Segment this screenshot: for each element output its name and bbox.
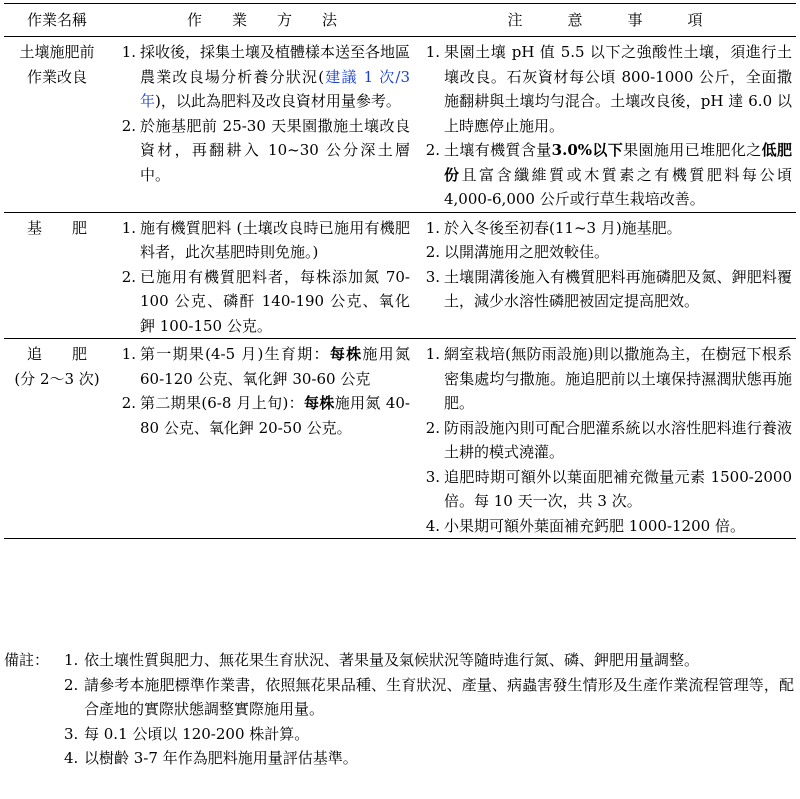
note-item [416, 40, 792, 138]
table-row [4, 37, 796, 213]
item-number: 1. [425, 43, 440, 61]
note-item [416, 416, 792, 465]
item-number: 3. [425, 267, 440, 286]
header-notes: 注 意 事 項 [414, 4, 796, 37]
method-item [112, 114, 410, 188]
header-name: 作業名稱 [4, 4, 110, 37]
item-text: 於施基肥前 25-30 天果園撒施土壤改良資材，再翻耕入 10~30 公分深土層中。 [140, 116, 410, 184]
row-name-cell [4, 339, 110, 539]
item-number: 2. [121, 394, 136, 412]
item-text [140, 342, 410, 391]
item-text [140, 40, 410, 114]
bold-text: 每株 [304, 394, 335, 412]
remark-text: 每 0.1 公頃以 120-200 株計算。 [84, 724, 310, 743]
row-name-line: 作業改良 [26, 67, 87, 86]
text-part: 第一期果(4-5 月)生育期： [140, 345, 330, 363]
header-method: 作 業 方 法 [110, 4, 414, 37]
item-number: 2. [121, 116, 136, 135]
text-part: 且富含纖維質或木質素之有機質肥料每公頃 4,000-6,000 公斤或行草生栽培改善。 [444, 165, 792, 208]
item-text: 果園土壤 pH 值 5.5 以下之強酸性土壤，須進行土壤改良。石灰資材每公頃 800-1000 公斤，全面撒施翻耕與土壤均勻混合。土壤改良後，pH 達 6.0 以上時應停止施用。 [444, 43, 792, 135]
fertilization-table [4, 3, 796, 539]
item-number: 1. [121, 43, 136, 61]
item-number: 1. [425, 218, 440, 237]
notes-cell [414, 339, 796, 539]
item-number: 3. [425, 467, 440, 486]
text-part: 土壤有機質含量 [444, 141, 552, 159]
item-text [140, 391, 410, 440]
remark-text: 請參考本施肥標準作業書，依照無花果品種、生育狀況、產量、病蟲害發生情形及生產作業流程管理等，配合產地的實際狀態調整實際施用量。 [84, 675, 794, 718]
highlight-text: 建議 1 次/3 年 [140, 67, 410, 110]
text-part: 施用氮 40-80 公克、氧化鉀 20-50 公克。 [140, 394, 410, 437]
item-text: 於入冬後至初春(11~3 月)施基肥。 [444, 218, 682, 237]
note-item [416, 342, 792, 416]
remark-item [4, 648, 794, 673]
method-cell [110, 212, 414, 339]
table-header-row [4, 4, 796, 37]
item-number: 3. [64, 724, 79, 743]
notes-cell [414, 212, 796, 339]
remark-item [4, 746, 794, 771]
note-item [416, 514, 792, 539]
item-number: 2. [425, 243, 440, 261]
method-item [112, 391, 410, 440]
item-number: 2. [425, 418, 440, 437]
bold-text: 低肥份 [444, 141, 792, 184]
text-part: 果園施用已堆肥化之 [623, 141, 762, 159]
item-number: 4. [64, 749, 79, 767]
row-name-line: (分 2～3 次) [14, 369, 100, 388]
method-cell [110, 339, 414, 539]
bold-text: 3.0%以下 [551, 141, 624, 159]
text-part: 第二期果(6-8 月上旬)： [140, 394, 305, 412]
item-number: 2. [425, 141, 440, 159]
method-item [112, 216, 410, 265]
remark-text: 以樹齡 3-7 年作為肥料施用量評估基準。 [84, 749, 358, 767]
note-item [416, 465, 792, 514]
item-text: 施有機質肥料 (土壤改良時已施用有機肥料者，此次基肥時則免施。) [140, 218, 410, 261]
remark-item [4, 673, 794, 722]
item-text: 以開溝施用之肥效較佳。 [444, 243, 610, 261]
text-part: )，以此為肥料及改良資材用量參考。 [155, 92, 401, 110]
note-item [416, 265, 792, 314]
item-number: 1. [121, 218, 136, 237]
remark-item [4, 722, 794, 747]
item-number: 4. [425, 516, 440, 535]
item-number: 2. [64, 675, 79, 694]
method-item [112, 342, 410, 391]
item-text: 網室栽培(無防雨設施)則以撒施為主，在樹冠下根系密集處均勻撒施。施追肥前以土壤保持濕潤狀態再施肥。 [444, 345, 792, 412]
row-name-cell [4, 212, 110, 339]
row-name-line: 追 肥 [26, 345, 87, 363]
item-number: 1. [64, 651, 79, 669]
row-name-line: 土壤施肥前 [19, 43, 95, 61]
row-name-cell [4, 37, 110, 213]
remark-text: 依土壤性質與肥力、無花果生育狀況、著果量及氣候狀況等隨時進行氮、磷、鉀肥用量調整。 [84, 651, 700, 669]
item-text: 已施用有機質肥料者，每株添加氮 70-100 公克、磷酐 140-190 公克、氧化鉀 100-150 公克。 [140, 267, 410, 335]
item-number: 1. [425, 345, 440, 363]
item-text: 小果期可額外葉面補充鈣肥 1000-1200 倍。 [444, 516, 745, 535]
notes-cell [414, 37, 796, 213]
method-item [112, 265, 410, 339]
table-row [4, 212, 796, 339]
item-number: 1. [121, 345, 136, 363]
row-name-line: 基 肥 [26, 218, 87, 237]
item-text [444, 138, 792, 212]
note-item [416, 216, 792, 241]
item-text: 防雨設施內則可配合肥灌系統以水溶性肥料進行養液土耕的模式澆灌。 [444, 418, 792, 461]
method-item [112, 40, 410, 114]
remarks-section [4, 648, 794, 771]
text-part: 施用氮 60-120 公克、氧化鉀 30-60 公克 [140, 345, 410, 388]
table-row [4, 339, 796, 539]
item-text: 追肥時期可額外以葉面肥補充微量元素 1500-2000 倍。每 10 天一次，共 3 次。 [444, 467, 792, 510]
bold-text: 每株 [329, 345, 363, 363]
item-number: 2. [121, 267, 136, 286]
remarks-label: 備註： [4, 651, 50, 669]
note-item [416, 240, 792, 265]
method-cell [110, 37, 414, 213]
item-text: 土壤開溝後施入有機質肥料再施磷肥及氮、鉀肥料覆土，減少水溶性磷肥被固定提高肥效。 [444, 267, 792, 310]
note-item [416, 138, 792, 212]
text-part: 採收後，採集土壤及植體樣本送至各地區農業改良場分析養分狀況( [140, 43, 411, 86]
